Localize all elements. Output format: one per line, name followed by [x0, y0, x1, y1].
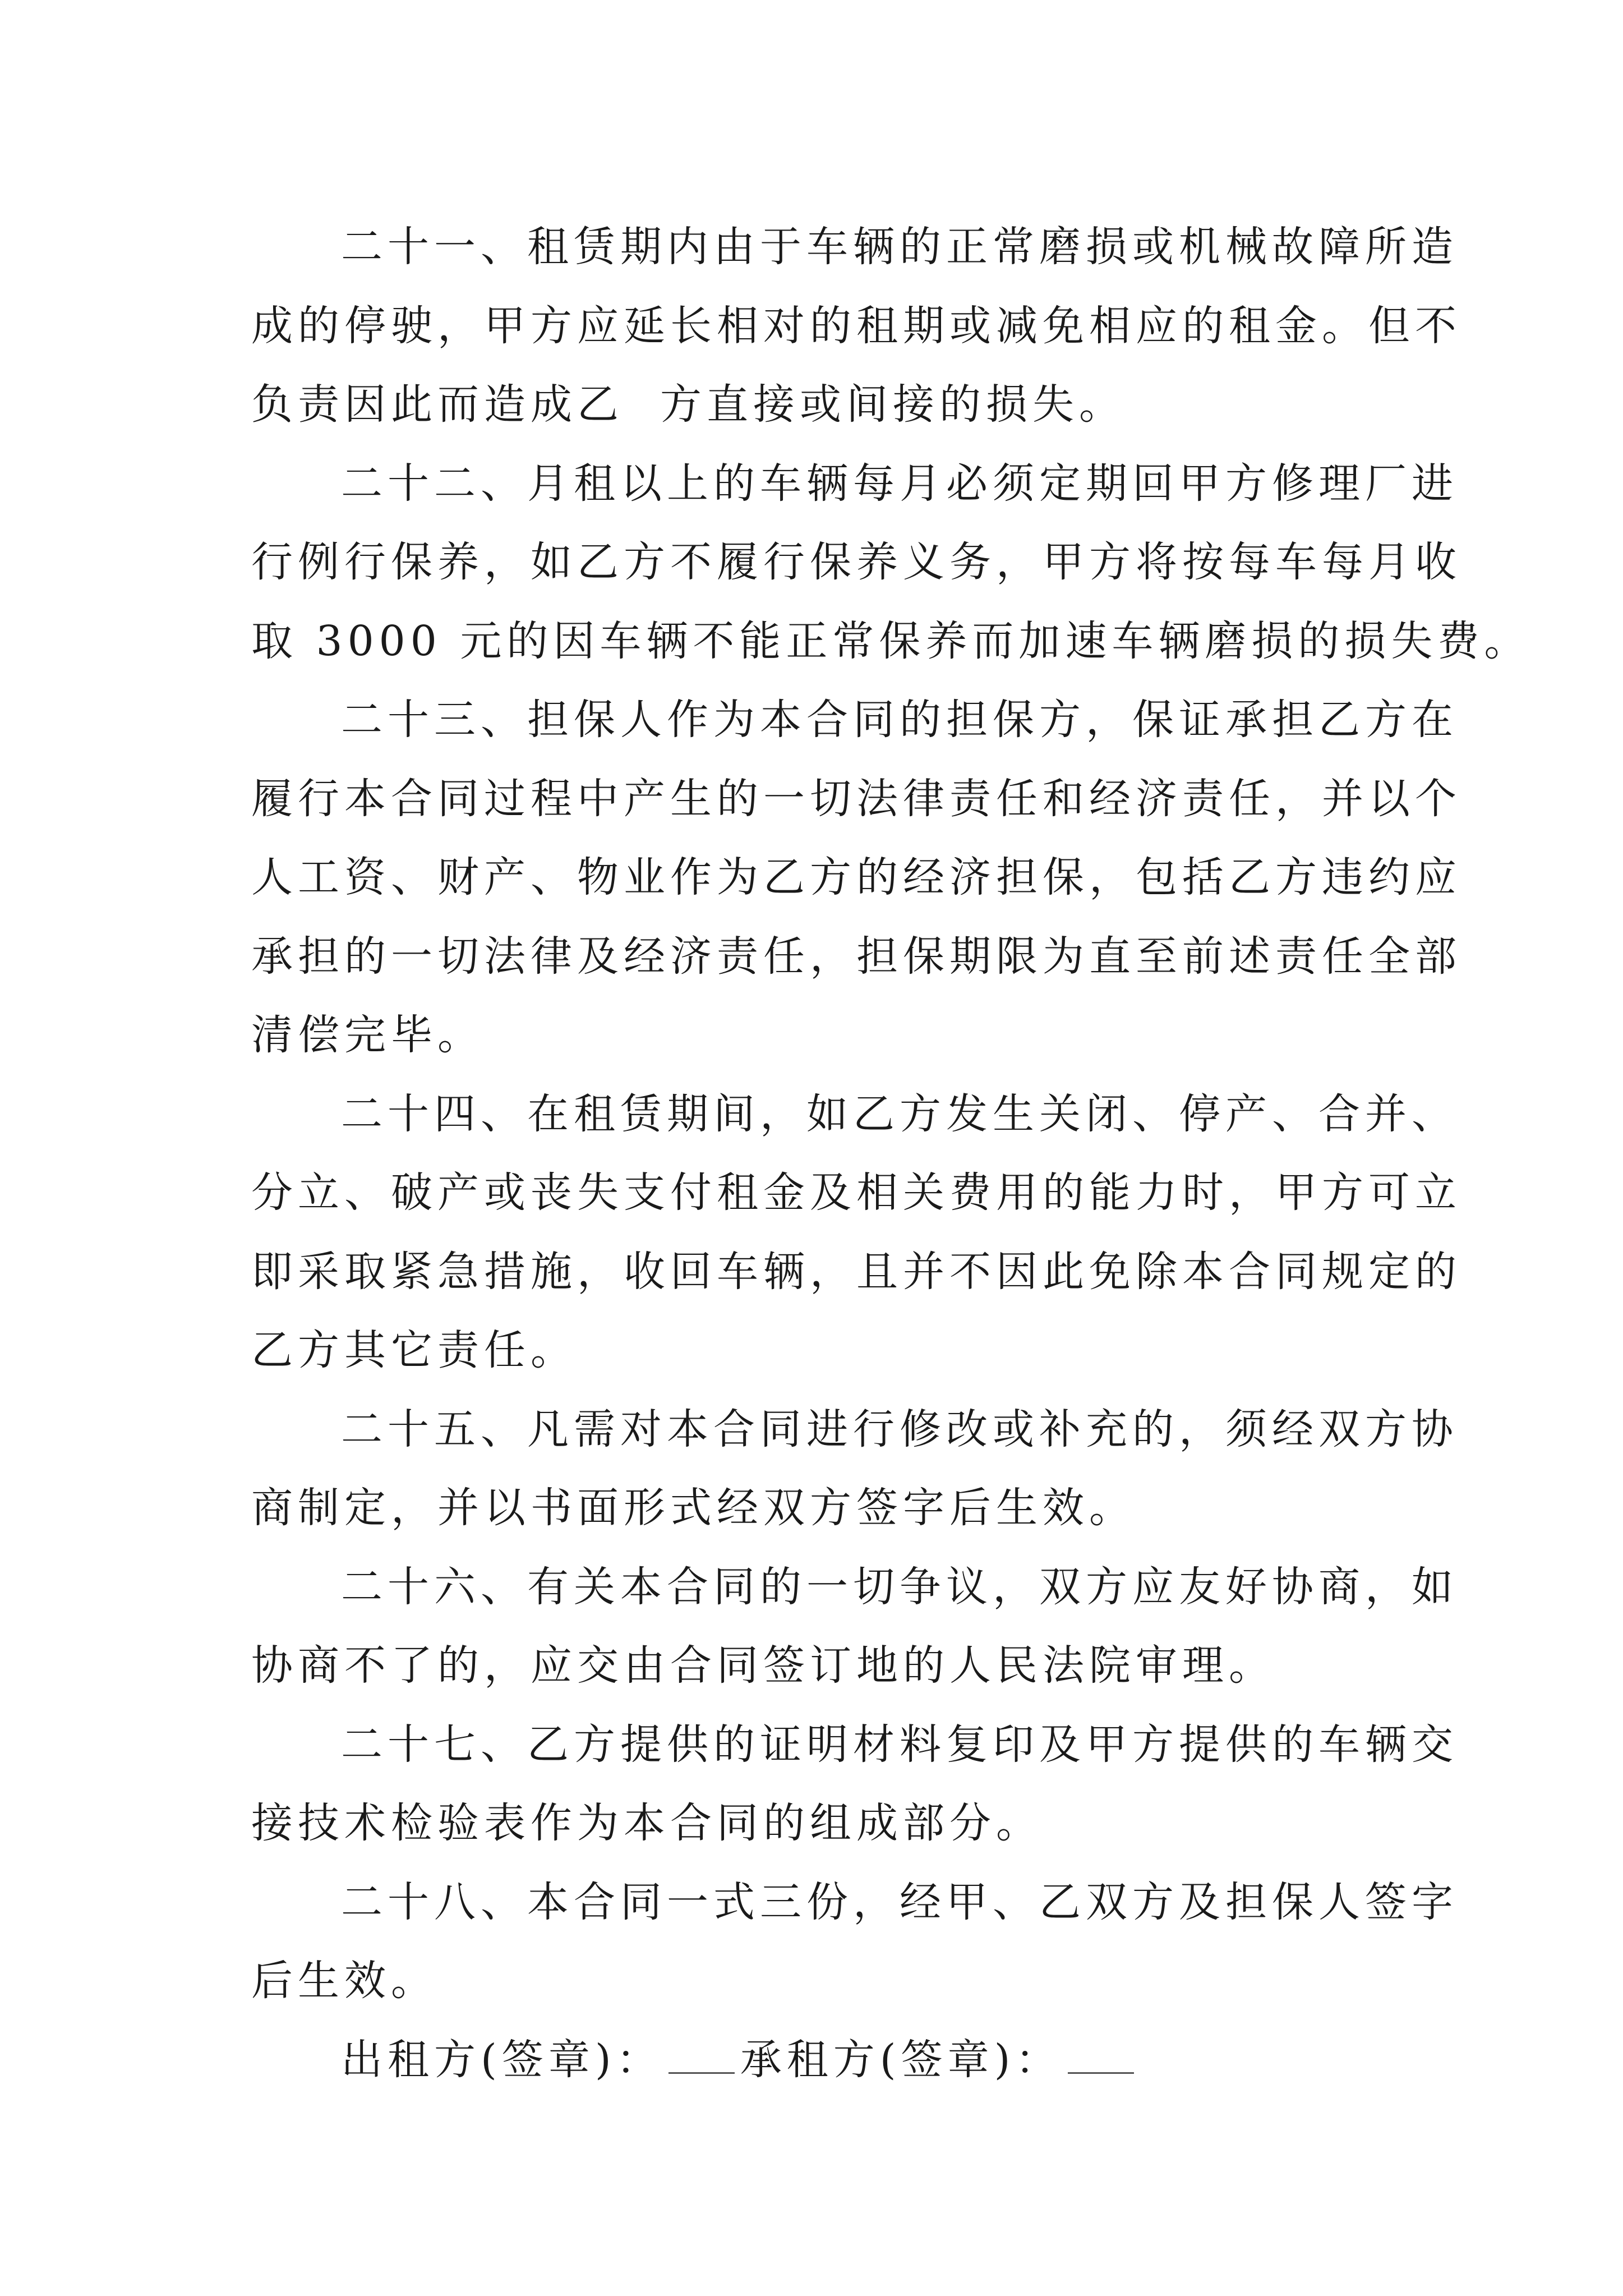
clause-line: 二十八、本合同一式三份，经甲、乙双方及担保人签字: [341, 1878, 1458, 1926]
lessee-signature-blank: [1068, 2039, 1134, 2074]
clause-22: [251, 444, 1531, 681]
clause-21: [251, 208, 1461, 444]
lessee-signature-label: 承租方(签章)：: [740, 2035, 1062, 2084]
clause-line: 承担的一切法律及经济责任，担保期限为直至前述责任全部: [251, 932, 1461, 981]
clause-line: 二十五、凡需对本合同进行修改或补充的，须经双方协: [341, 1405, 1458, 1453]
clause-26: [251, 1548, 1458, 1705]
clause-line: 二十三、担保人作为本合同的担保方，保证承担乙方在: [341, 696, 1458, 744]
clause-23: [251, 680, 1461, 1075]
clause-line: 二十七、乙方提供的证明材料复印及甲方提供的车辆交: [341, 1720, 1458, 1769]
clause-line: 二十一、租赁期内由于车辆的正常磨损或机械故障所造: [341, 223, 1458, 271]
clause-line: 负责因此而造成乙 方直接或间接的损失。: [251, 380, 1126, 429]
clause-line: 人工资、财产、物业作为乙方的经济担保，包括乙方违约应: [251, 853, 1461, 901]
clause-line: 取 3000 元的因车辆不能正常保养而加速车辆磨损的损失费。: [251, 616, 1531, 665]
lessor-signature-label: 出租方(签章)：: [341, 2035, 663, 2084]
clause-line: 二十六、有关本合同的一切争议，双方应友好协商，如: [341, 1562, 1458, 1611]
clause-27: [251, 1705, 1458, 1863]
clause-line: 二十四、在租赁期间，如乙方发生关闭、停产、合并、: [341, 1089, 1458, 1138]
clause-line: 成的停驶，甲方应延长相对的租期或减免相应的租金。但不: [251, 301, 1461, 350]
clause-line: 商制定，并以书面形式经双方签字后生效。: [251, 1484, 1136, 1532]
clause-line: 履行本合同过程中产生的一切法律责任和经济责任，并以个: [251, 774, 1461, 823]
clause-line: 二十二、月租以上的车辆每月必须定期回甲方修理厂进: [341, 459, 1458, 508]
clause-line: 清偿完毕。: [251, 1011, 484, 1059]
clause-25: [251, 1390, 1458, 1548]
contract-body: [251, 208, 1531, 2099]
clause-line: 分立、破产或丧失支付租金及相关费用的能力时，甲方可立: [251, 1168, 1461, 1217]
lessor-signature-blank: [668, 2039, 735, 2074]
clause-line: 即采取紧急措施，收回车辆，且并不因此免除本合同规定的: [251, 1247, 1461, 1296]
signature-line: [251, 2021, 1395, 2100]
clause-line: 后生效。: [251, 1957, 437, 2005]
clause-line: 接技术检验表作为本合同的组成部分。: [251, 1799, 1043, 1847]
clause-line: 协商不了的，应交由合同签订地的人民法院审理。: [251, 1641, 1275, 1690]
clause-line: 行例行保养，如乙方不履行保养义务，甲方将按每车每月收: [251, 538, 1461, 586]
clause-24: [251, 1075, 1461, 1390]
clause-28: [251, 1863, 1458, 2021]
clause-line: 乙方其它责任。: [251, 1326, 577, 1374]
